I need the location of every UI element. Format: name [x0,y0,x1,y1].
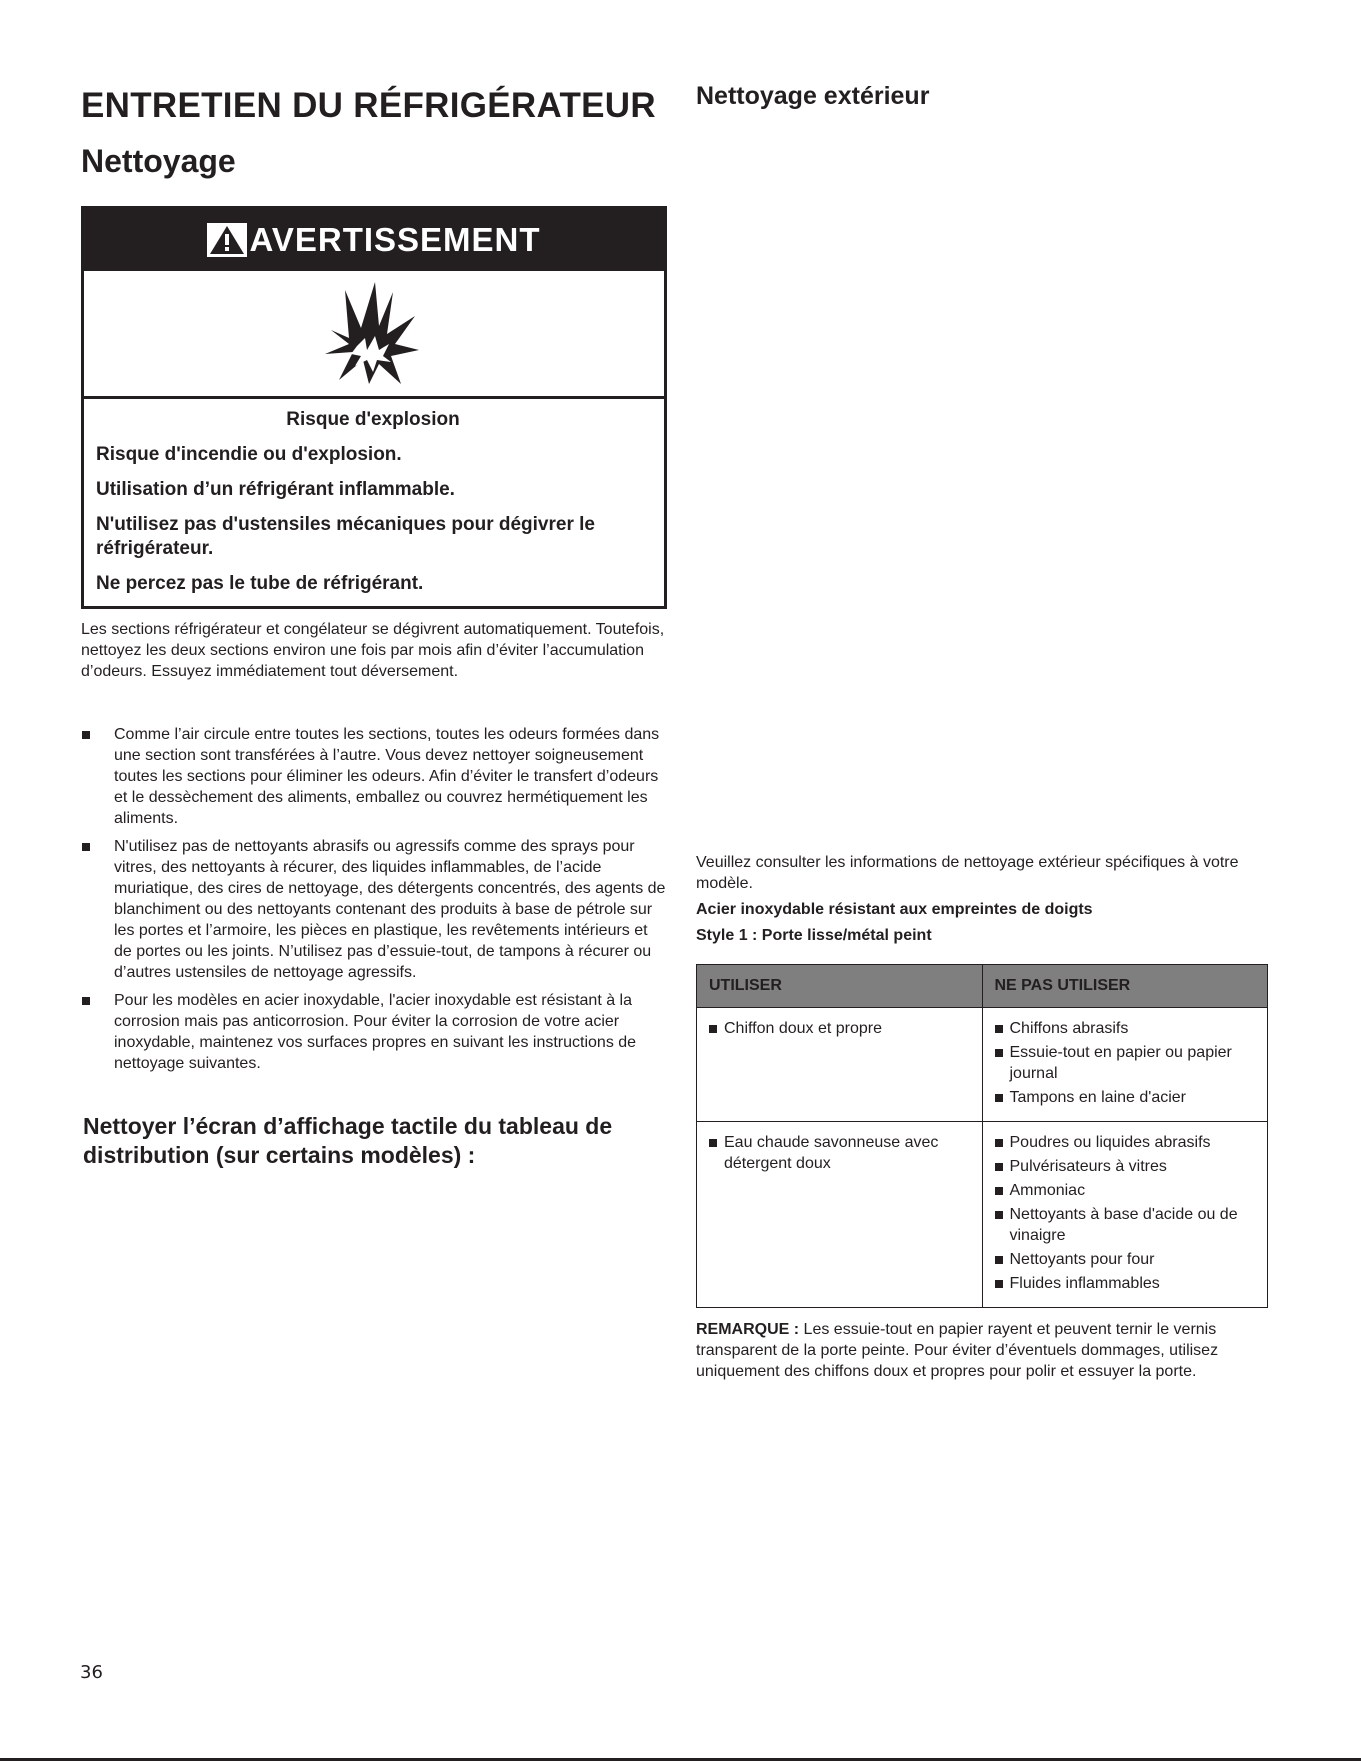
warning-line: N'utilisez pas d'ustensiles mécaniques pour dégivrer le réfrigérateur. [96,514,595,559]
table-header-avoid: NE PAS UTILISER [982,965,1268,1008]
page-number: 36 [80,1662,103,1683]
table-row [697,1122,1268,1308]
bullet-square-icon [709,1025,717,1033]
bullet-square-icon [82,843,90,851]
bullet-square-icon [995,1187,1003,1195]
bullet-square-icon [995,1094,1003,1102]
bullet-square-icon [82,997,90,1005]
exterior-intro: Veuillez consulter les informations de nettoyage extérieur spécifiques à votre modèle. [696,854,1239,892]
table-row [697,1008,1268,1122]
bullet-square-icon [995,1049,1003,1057]
warning-body [84,399,664,606]
bullet-square-icon [995,1211,1003,1219]
list-item: Comme l’air circule entre toutes les sections, toutes les odeurs formées dans une section sont transférées à l’autre. Vous devez nettoyer soigneusement toutes les sections pour éliminer les odeurs. Afin d’éviter le transfert d’odeurs et le dessèchement des aliments, emballez ou couvrez hermétiquement les aliments. [81,724,667,829]
left-column [81,78,667,1170]
note-paragraph [696,1319,1280,1382]
list-item: Chiffons abrasifs [995,1018,1258,1039]
list-item: Eau chaude savonneuse avec détergent doux [709,1132,972,1174]
list-item: Tampons en laine d'acier [995,1087,1258,1108]
subheading-style: Style 1 : Porte lisse/métal peint [696,927,932,944]
table-cell-avoid [982,1008,1268,1122]
bullet-square-icon [995,1256,1003,1264]
bullet-square-icon [995,1163,1003,1171]
page-title: ENTRETIEN DU RÉFRIGÉRATEUR [81,86,656,125]
right-column [696,78,1280,1382]
warning-triangle-icon [207,223,247,257]
warning-line: Ne percez pas le tube de réfrigérant. [96,573,424,594]
list-item: Chiffon doux et propre [709,1018,972,1039]
section-title-nettoyage: Nettoyage [81,143,236,179]
section-title-exterior: Nettoyage extérieur [696,82,930,110]
warning-label: AVERTISSEMENT [249,221,541,258]
list-item: Nettoyants à base d'acide ou de vinaigre [995,1204,1258,1246]
table-cell-avoid [982,1122,1268,1308]
list-item: Essuie-tout en papier ou papier journal [995,1042,1258,1084]
table-cell-use [697,1122,983,1308]
bullet-square-icon [995,1139,1003,1147]
list-item: Pulvérisateurs à vitres [995,1156,1258,1177]
table-cell-use [697,1008,983,1122]
list-item: Pour les modèles en acier inoxydable, l'acier inoxydable est résistant à la corrosion mais pas anticorrosion. Pour éviter la corrosion de votre acier inoxydable, maintenez vos surfaces propres en suivant les instructions de nettoyage suivantes. [81,990,667,1074]
intro-paragraph: Les sections réfrigérateur et congélateur se dégivrent automatiquement. Toutefois, nettoyez les deux sections environ une fois par mois afin d’éviter l’accumulation d’odeurs. Essuyez immédiatement tout déversement. [81,621,665,680]
note-text: Les essuie-tout en papier rayent et peuvent ternir le vernis transparent de la porte peinte. Pour éviter d’éventuels dommages, utilisez uniquement des chiffons doux et propres pour polir et essuyer la porte. [696,1321,1219,1380]
warning-box [81,206,667,609]
note-label: REMARQUE : [696,1321,800,1338]
list-item: Poudres ou liquides abrasifs [995,1132,1258,1153]
risk-title: Risque d'explosion [286,409,460,430]
list-item: N'utilisez pas de nettoyants abrasifs ou agressifs comme des sprays pour vitres, des nettoyants à récurer, des liquides inflammables, de l’acide muriatique, des cires de nettoyage, des détergents concentrés, des agents de blanchiment ou des nettoyants contenant des produits à base de pétrole sur les portes et l’armoire, les pièces en plastique, les revêtements intérieurs et de portes ou les joints. N’utilisez pas d’essuie-tout, de tampons à récurer ou d’autres ustensiles de nettoyage agressifs. [81,836,667,983]
bullet-square-icon [709,1139,717,1147]
table-header-row [697,965,1268,1008]
list-item: Nettoyants pour four [995,1249,1258,1270]
bullet-square-icon [995,1025,1003,1033]
bullet-square-icon [82,731,90,739]
explosion-pictogram [84,271,664,399]
warning-line: Utilisation d’un réfrigérant inflammable. [96,479,455,500]
bullet-square-icon [995,1280,1003,1288]
explosion-icon [319,280,429,388]
list-item: Ammoniac [995,1180,1258,1201]
section-heading-touchscreen: Nettoyer l’écran d’affichage tactile du tableau de distribution (sur certains modèles) : [83,1113,613,1168]
list-item: Fluides inflammables [995,1273,1258,1294]
warning-header [84,209,664,271]
bullet-list [81,724,667,1074]
cleaning-table [696,964,1268,1308]
subheading-stainless: Acier inoxydable résistant aux empreintes de doigts [696,901,1093,918]
warning-line: Risque d'incendie ou d'explosion. [96,444,402,465]
table-header-use: UTILISER [697,965,983,1008]
